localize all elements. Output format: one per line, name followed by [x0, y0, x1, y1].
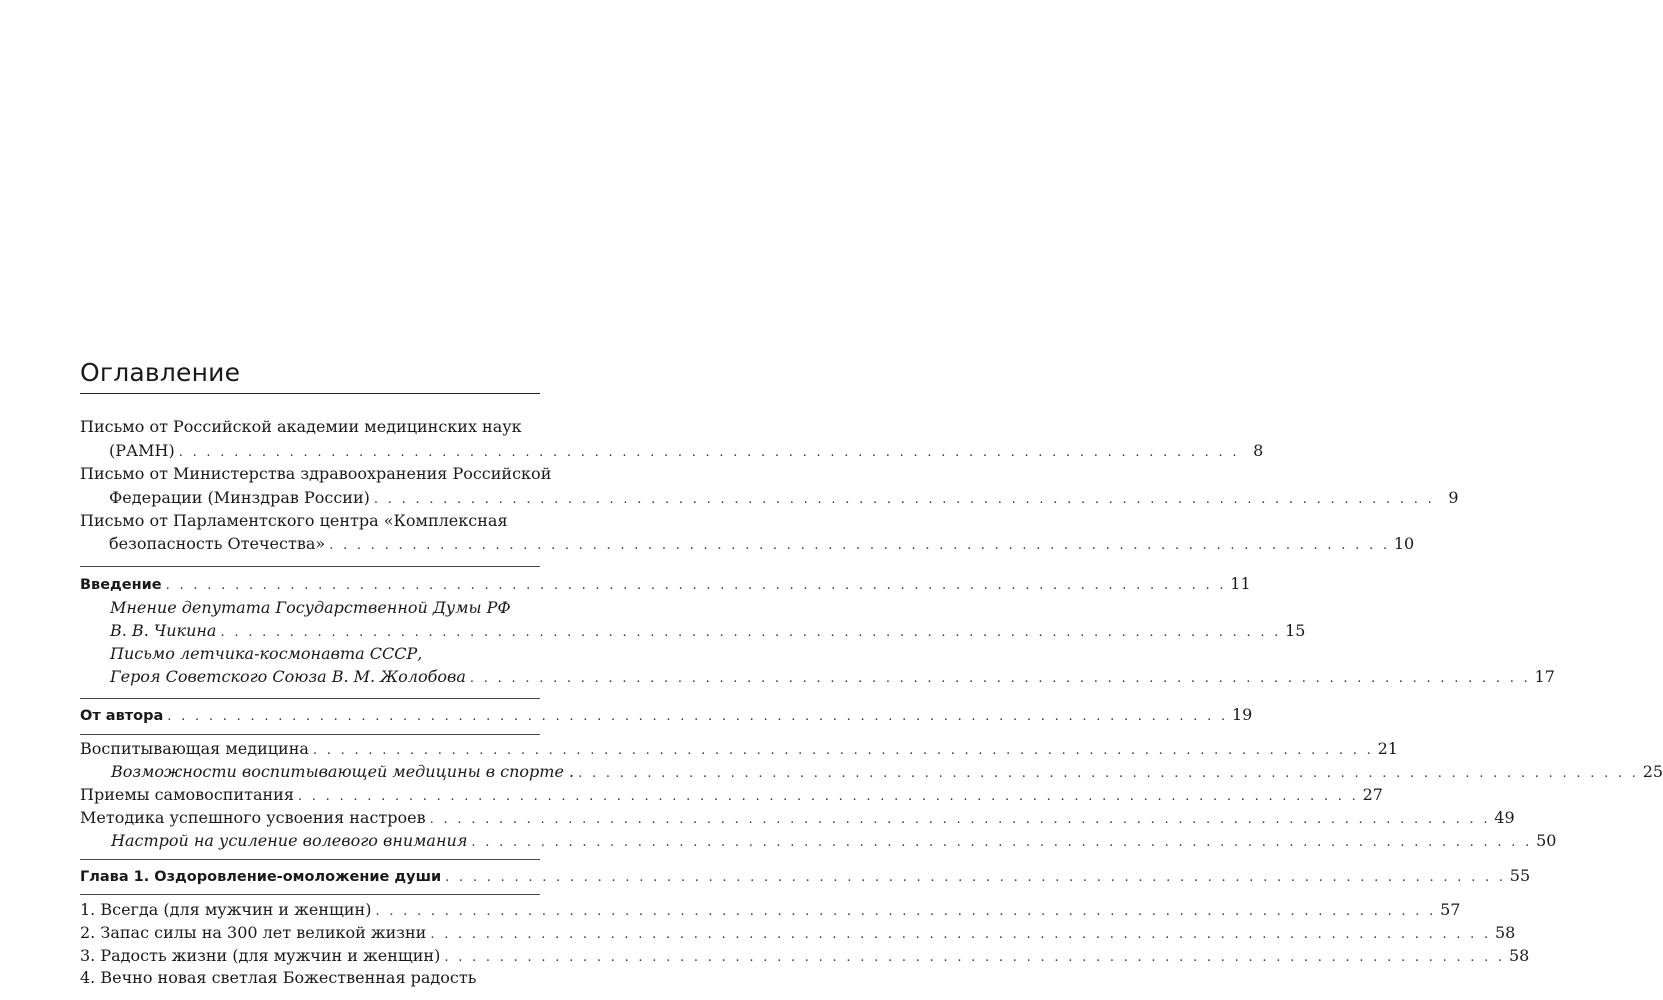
page-number: 50: [1536, 831, 1557, 850]
leader-dots: [426, 923, 1495, 947]
toc-entry-text: Настрой на усиление волевого внимания: [111, 831, 468, 850]
toc-entry-chapter-1[interactable]: [80, 864, 1531, 888]
toc-entry-rams[interactable]: [109, 439, 1264, 463]
section-divider: [80, 566, 540, 567]
page-number: 8: [1253, 441, 1264, 460]
toc-entry-text: Письмо от Министерства здравоохранения Российской: [80, 464, 552, 483]
toc-entry-minzdrav[interactable]: [109, 486, 1459, 510]
leader-dots: [467, 831, 1536, 855]
page-number: 19: [1231, 705, 1253, 724]
toc-entry-text: Письмо летчика-космонавта СССР,: [110, 644, 423, 663]
toc-entry-text: Воспитывающая медицина: [80, 739, 309, 758]
section-divider: [80, 859, 540, 860]
toc-entry-text: Приемы самовоспитания: [80, 785, 294, 804]
page-number: 17: [1534, 667, 1555, 686]
toc-entry-text: 4. Вечно новая светлая Божественная радость: [80, 968, 477, 987]
title-rule: [80, 393, 540, 394]
toc-entry-text: Глава 1. Оздоровление-омоложение души: [80, 869, 442, 885]
toc-entry-minzdrav-line1: [80, 462, 552, 486]
toc-entry-zholobov-line1: [110, 642, 540, 666]
section-divider: [80, 734, 540, 735]
page-number: 55: [1509, 866, 1531, 885]
toc-entry-method[interactable]: [80, 806, 1515, 830]
toc-entry-text: Письмо от Российской академии медицинских наук: [80, 417, 522, 436]
toc-entry-text: безопасность Отечества»: [109, 534, 326, 553]
toc-entry-from-author[interactable]: [80, 703, 1253, 727]
toc-entry-parliament-line1: [80, 509, 540, 533]
toc-entry-chikin-line1: [110, 596, 540, 620]
toc-entry-educating-medicine[interactable]: [80, 737, 1398, 761]
toc-entry-will-attention[interactable]: [111, 829, 1557, 853]
toc-entry-text: Героя Советского Союза В. М. Жолобова: [110, 667, 466, 686]
toc-entry-always[interactable]: [80, 898, 1461, 922]
page-number: 58: [1508, 946, 1530, 965]
toc-entry-text: 1. Всегда (для мужчин и женщин): [80, 900, 372, 919]
leader-dots: [440, 946, 1509, 970]
leader-dots: [325, 534, 1394, 558]
section-divider: [80, 698, 540, 699]
leader-dots: [163, 705, 1232, 729]
toc-entry-text: 3. Радость жизни (для мужчин и женщин): [80, 946, 441, 965]
leader-space: [574, 762, 1643, 786]
toc-entry-text: Письмо от Парламентского центра «Комплексная: [80, 511, 508, 530]
toc-entry-text: Введение: [80, 577, 162, 593]
toc-entry-introduction[interactable]: [80, 572, 1251, 596]
page-number: 15: [1285, 621, 1306, 640]
page-number: 58: [1494, 923, 1516, 942]
toc-entry-text: В. В. Чикина: [110, 621, 217, 640]
toc-entry-strength-reserve[interactable]: [80, 921, 1516, 945]
page-number: 21: [1377, 739, 1398, 758]
toc-entry-parliament[interactable]: [109, 532, 1415, 556]
page-number: 10: [1393, 534, 1415, 553]
page-number: 11: [1230, 574, 1251, 593]
toc-entry-text: Мнение депутата Государственной Думы РФ: [110, 598, 511, 617]
page-title: Оглавление: [80, 358, 241, 387]
page-number: 57: [1440, 900, 1461, 919]
leader-dots: [466, 667, 1535, 691]
toc-entry-text: (РАМН): [109, 441, 175, 460]
leader-dots: [426, 808, 1495, 832]
toc-entry-sport[interactable]: [111, 760, 1663, 784]
toc-entry-rams-line1: [80, 415, 540, 439]
leader-dots: [441, 866, 1510, 890]
section-divider: [80, 894, 540, 895]
toc-entry-divine-joy-line1: [80, 966, 540, 990]
toc-entry-text: 2. Запас силы на 300 лет великой жизни: [80, 923, 427, 942]
toc-entry-text: Методика успешного усвоения настроев: [80, 808, 426, 827]
toc-entry-zholobov[interactable]: [110, 665, 1555, 689]
toc-entry-self-education[interactable]: [80, 783, 1383, 807]
page-number: 49: [1494, 808, 1515, 827]
page-number: 9: [1448, 488, 1459, 507]
page-number: 25: [1642, 762, 1663, 781]
page-number: 27: [1362, 785, 1383, 804]
toc-entry-text: От автора: [80, 708, 164, 724]
leader-dots: [162, 574, 1231, 598]
toc-entry-text: Возможности воспитывающей медицины в спорте .: [111, 762, 575, 781]
toc-entry-chikin[interactable]: [110, 619, 1306, 643]
toc-entry-joy-of-life[interactable]: [80, 944, 1530, 968]
toc-entry-text: Федерации (Минздрав России): [109, 488, 370, 507]
